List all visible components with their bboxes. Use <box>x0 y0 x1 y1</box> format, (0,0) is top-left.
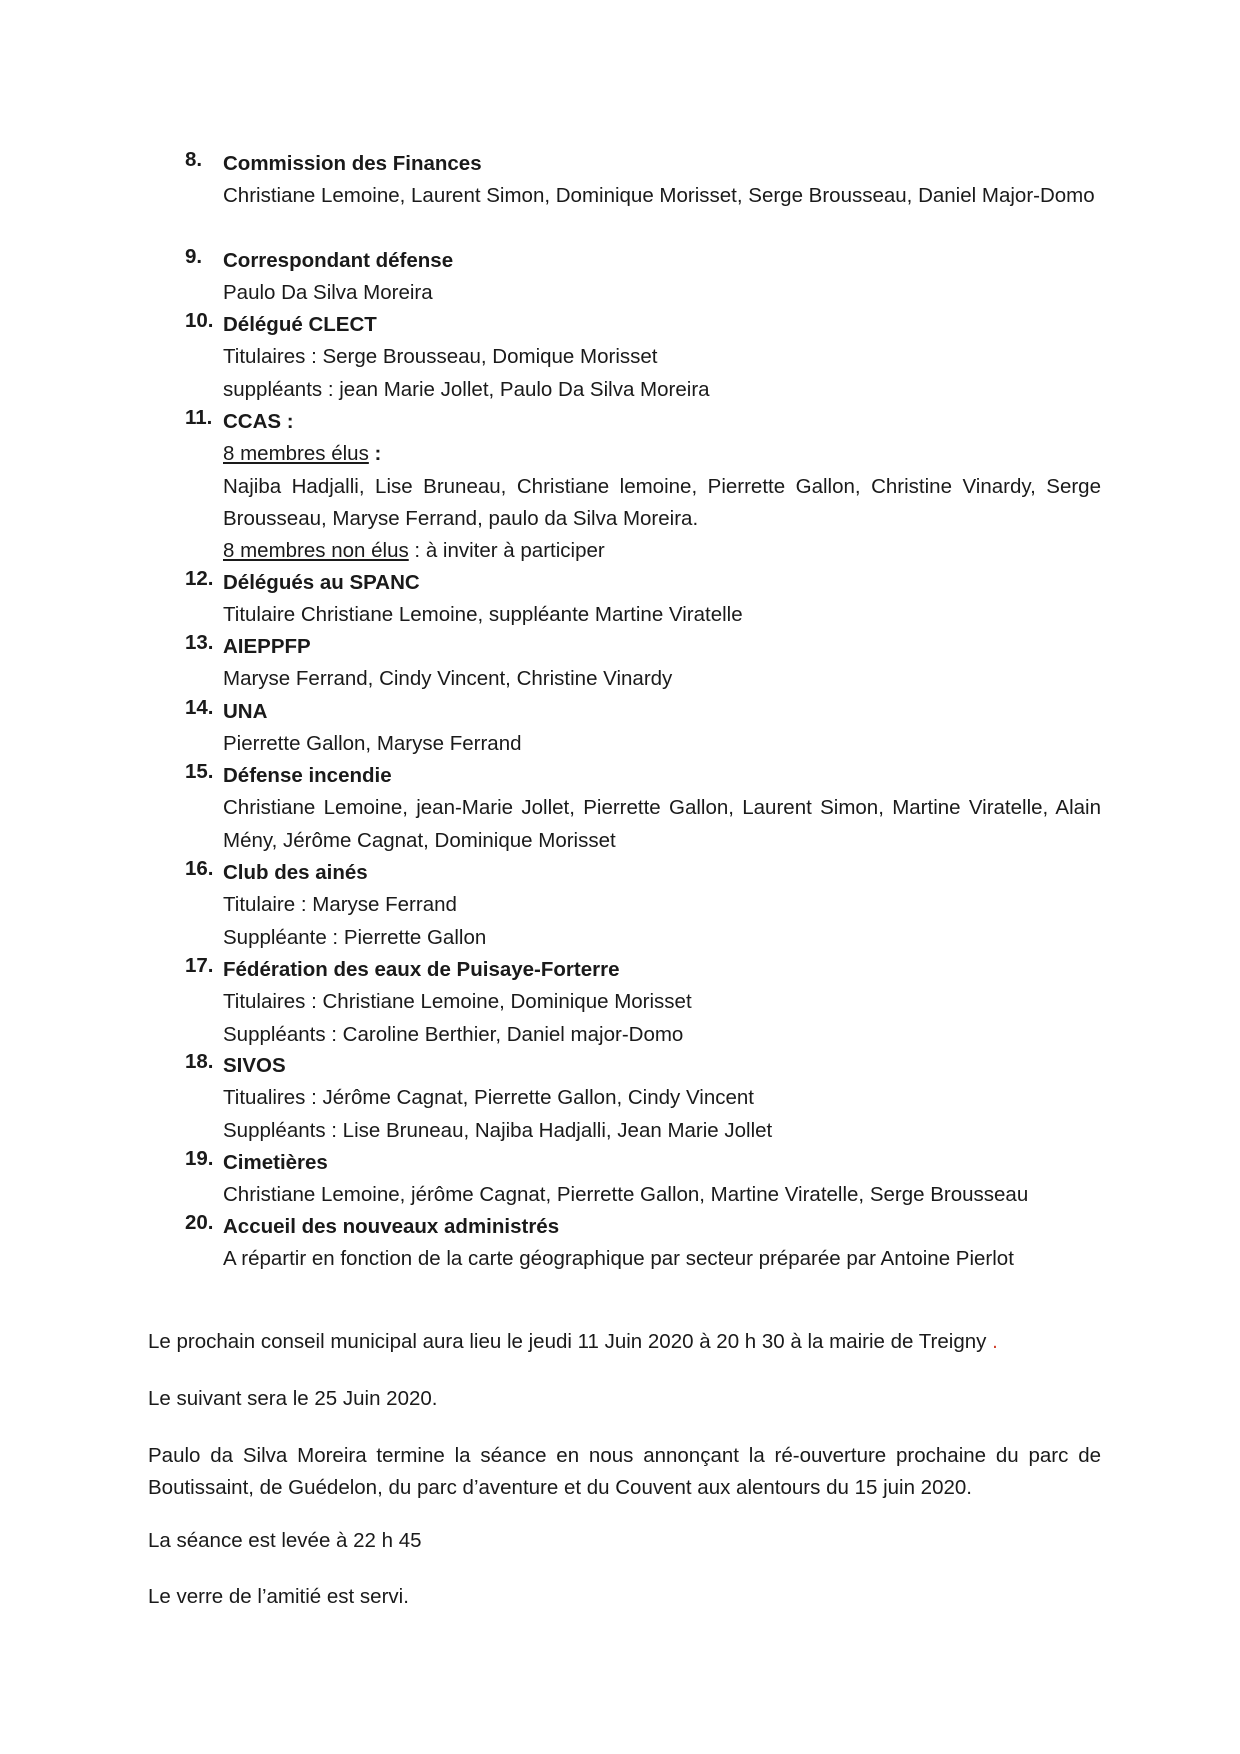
section-number: 9. <box>185 245 203 268</box>
next-council-paragraph <box>148 1326 1101 1358</box>
section-number: 20. <box>185 1211 214 1234</box>
section-10 <box>185 309 1101 406</box>
section-title: CCAS : <box>223 410 294 433</box>
non-elus-suffix: : à inviter à participer <box>408 539 605 563</box>
section-title: Fédération des eaux de Puisaye-Forterre <box>223 958 620 981</box>
section-8 <box>185 148 1101 213</box>
section-number: 8. <box>185 148 203 171</box>
section-number: 13. <box>185 631 214 654</box>
section-line: Pierrette Gallon, Maryse Ferrand <box>223 732 522 756</box>
section-line: Titulaire : Maryse Ferrand <box>223 893 457 917</box>
section-text: Christiane Lemoine, Laurent Simon, Dominique Morisset, Serge Brousseau, Daniel Major-Domo <box>223 184 1095 208</box>
section-line: Titulaires : Christiane Lemoine, Dominique Morisset <box>223 990 692 1014</box>
section-18 <box>185 1050 1101 1147</box>
elus-label: 8 membres élus <box>223 442 369 466</box>
section-16 <box>185 857 1101 954</box>
section-number: 17. <box>185 954 214 977</box>
toast-paragraph: Le verre de l’amitié est servi. <box>148 1585 409 1608</box>
adjourned-paragraph: La séance est levée à 22 h 45 <box>148 1529 422 1552</box>
following-council-paragraph: Le suivant sera le 25 Juin 2020. <box>148 1387 438 1410</box>
section-title: Cimetières <box>223 1151 328 1174</box>
section-line: Paulo Da Silva Moreira <box>223 281 433 305</box>
section-line: Maryse Ferrand, Cindy Vincent, Christine Vinardy <box>223 667 673 691</box>
elus-line <box>223 438 1101 470</box>
section-line: Titualires : Jérôme Cagnat, Pierrette Gallon, Cindy Vincent <box>223 1086 754 1110</box>
section-11 <box>185 406 1101 567</box>
section-number: 19. <box>185 1147 214 1170</box>
red-mark: . <box>992 1330 998 1353</box>
section-title: Accueil des nouveaux administrés <box>223 1215 560 1238</box>
section-line: Suppléants : Lise Bruneau, Najiba Hadjalli, Jean Marie Jollet <box>223 1118 773 1142</box>
section-20 <box>185 1211 1101 1276</box>
section-number: 10. <box>185 309 214 332</box>
section-12 <box>185 567 1101 632</box>
section-number: 12. <box>185 567 214 590</box>
section-14 <box>185 696 1101 761</box>
section-title: Délégué CLECT <box>223 313 377 336</box>
section-title: Défense incendie <box>223 764 392 787</box>
closing-remarks-paragraph: Paulo da Silva Moreira termine la séance en nous annonçant la ré-ouverture prochaine du parc de Boutissaint, de Guédelon, du parc d’aventure et du Couvent aux alentours du 15 juin 2020. <box>148 1444 1101 1500</box>
section-title: UNA <box>223 700 268 723</box>
section-title: Commission des Finances <box>223 152 482 175</box>
section-line: Titulaire Christiane Lemoine, suppléante Martine Viratelle <box>223 603 743 627</box>
next-council-text: Le prochain conseil municipal aura lieu le jeudi 11 Juin 2020 à 20 h 30 à la mairie de Treigny <box>148 1330 993 1353</box>
elus-suffix: : <box>368 442 382 466</box>
section-title: Correspondant défense <box>223 249 454 272</box>
non-elus-line <box>223 535 1101 567</box>
section-13 <box>185 631 1101 696</box>
section-number: 11. <box>185 406 213 429</box>
section-line: Titulaires : Serge Brousseau, Domique Morisset <box>223 345 658 369</box>
section-number: 16. <box>185 857 214 880</box>
section-9 <box>185 245 1101 310</box>
section-number: 15. <box>185 760 214 783</box>
section-title: Délégués au SPANC <box>223 571 420 594</box>
section-17 <box>185 954 1101 1051</box>
section-line: suppléants : jean Marie Jollet, Paulo Da Silva Moreira <box>223 377 710 401</box>
section-line: Suppléants : Caroline Berthier, Daniel major-Domo <box>223 1022 684 1046</box>
section-number: 18. <box>185 1050 214 1073</box>
elus-members: Najiba Hadjalli, Lise Bruneau, Christiane lemoine, Pierrette Gallon, Christine Vinardy, Serge Brousseau, Maryse Ferrand, paulo da Silva Moreira. <box>223 474 1101 530</box>
section-title: Club des ainés <box>223 861 368 884</box>
section-line: A répartir en fonction de la carte géographique par secteur préparée par Antoine Pierlot <box>223 1247 1014 1271</box>
section-text: Christiane Lemoine, jean-Marie Jollet, Pierrette Gallon, Laurent Simon, Martine Viratelle, Alain Mény, Jérôme Cagnat, Dominique Morisset <box>223 796 1101 852</box>
non-elus-label: 8 membres non élus <box>223 539 409 563</box>
section-19 <box>185 1147 1101 1212</box>
section-title: SIVOS <box>223 1054 286 1077</box>
section-15 <box>185 760 1101 857</box>
section-title: AIEPPFP <box>223 635 311 658</box>
section-line: Christiane Lemoine, jérôme Cagnat, Pierrette Gallon, Martine Viratelle, Serge Brousseau <box>223 1183 1029 1207</box>
section-number: 14. <box>185 696 214 719</box>
section-line: Suppléante : Pierrette Gallon <box>223 925 487 949</box>
